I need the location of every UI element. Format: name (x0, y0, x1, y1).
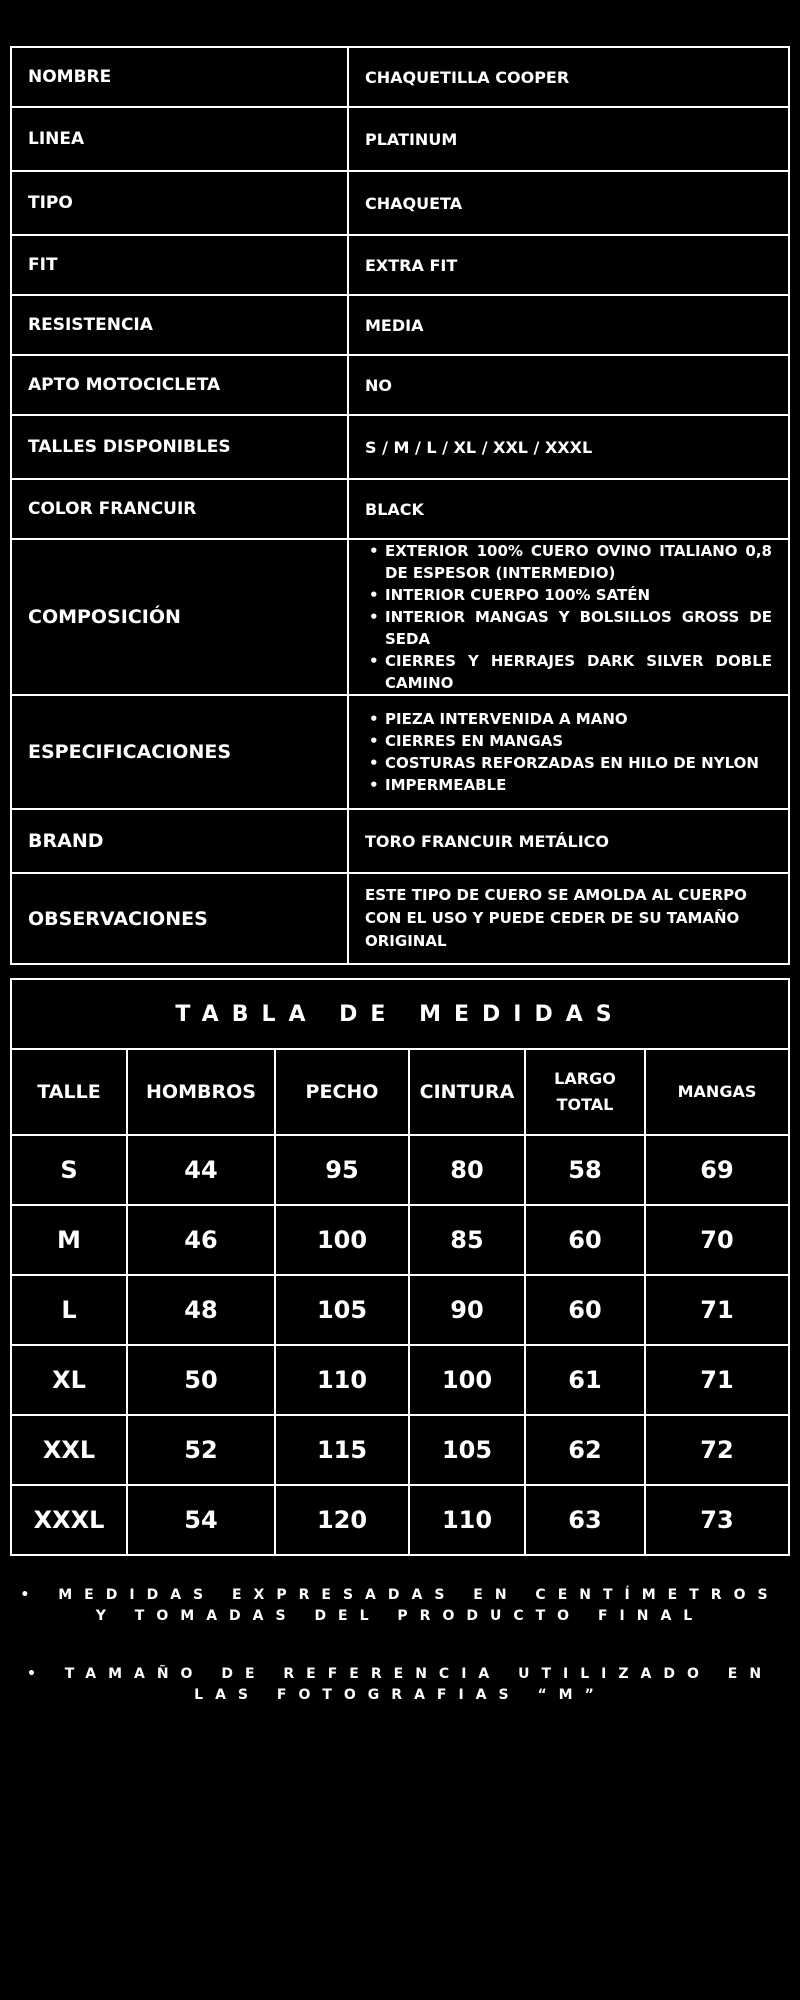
list-item: • CIERRES Y HERRAJES DARK SILVER DOBLE CAMINO (369, 650, 772, 694)
spec-row-linea (11, 107, 789, 171)
measure-cell: 44 (127, 1135, 275, 1205)
spec-value-list (348, 539, 789, 695)
column-header: CINTURA (409, 1049, 525, 1135)
spec-value: CHAQUETA (348, 171, 789, 235)
measure-cell: 60 (525, 1205, 645, 1275)
spec-key: APTO MOTOCICLETA (11, 355, 348, 415)
size-table-title-row (11, 979, 789, 1049)
list-item: • EXTERIOR 100% CUERO OVINO ITALIANO 0,8 DE ESPESOR (INTERMEDIO) (369, 540, 772, 584)
measure-cell: 85 (409, 1205, 525, 1275)
spec-row-especificaciones (11, 695, 789, 809)
size-cell: L (11, 1275, 127, 1345)
spec-value: BLACK (348, 479, 789, 539)
size-table-title: TABLA DE MEDIDAS (11, 979, 789, 1049)
list-item: • IMPERMEABLE (369, 774, 772, 796)
spec-row-apto-motocicleta (11, 355, 789, 415)
product-spec-table (10, 46, 790, 965)
table-row (11, 1135, 789, 1205)
measure-cell: 46 (127, 1205, 275, 1275)
composition-list (365, 540, 772, 694)
size-chart-table (10, 978, 790, 1556)
spec-value: TORO FRANCUIR METÁLICO (348, 809, 789, 873)
measure-cell: 63 (525, 1485, 645, 1555)
table-row (11, 1205, 789, 1275)
measure-cell: 52 (127, 1415, 275, 1485)
measure-cell: 80 (409, 1135, 525, 1205)
spec-row-nombre (11, 47, 789, 107)
spec-value-list (348, 695, 789, 809)
spec-row-resistencia (11, 295, 789, 355)
spec-key: TALLES DISPONIBLES (11, 415, 348, 479)
spec-key: TIPO (11, 171, 348, 235)
measure-cell: 72 (645, 1415, 789, 1485)
spec-value: S / M / L / XL / XXL / XXXL (348, 415, 789, 479)
measure-cell: 105 (275, 1275, 409, 1345)
table-row (11, 1345, 789, 1415)
spec-value: EXTRA FIT (348, 235, 789, 295)
measure-cell: 60 (525, 1275, 645, 1345)
list-item: • INTERIOR CUERPO 100% SATÉN (369, 584, 772, 606)
measure-cell: 100 (409, 1345, 525, 1415)
measure-cell: 71 (645, 1275, 789, 1345)
table-row (11, 1415, 789, 1485)
spec-row-observaciones (11, 873, 789, 964)
spec-key: COLOR FRANCUIR (11, 479, 348, 539)
spec-row-tipo (11, 171, 789, 235)
spec-key: BRAND (11, 809, 348, 873)
size-cell: XL (11, 1345, 127, 1415)
list-item: • PIEZA INTERVENIDA A MANO (369, 708, 772, 730)
column-header: TALLE (11, 1049, 127, 1135)
size-cell: XXL (11, 1415, 127, 1485)
measurement-note: • MEDIDAS EXPRESADAS EN CENTÍMETROS Y TOMADAS DEL PRODUCTO FINAL (20, 1587, 780, 1624)
spec-value: NO (348, 355, 789, 415)
size-cell: XXXL (11, 1485, 127, 1555)
spec-value: ESTE TIPO DE CUERO SE AMOLDA AL CUERPO CON EL USO Y PUEDE CEDER DE SU TAMAÑO ORIGINAL (348, 873, 789, 964)
column-header: MANGAS (645, 1049, 789, 1135)
spec-key: NOMBRE (11, 47, 348, 107)
measure-cell: 90 (409, 1275, 525, 1345)
measure-cell: 71 (645, 1345, 789, 1415)
measure-cell: 110 (275, 1345, 409, 1415)
spec-key: RESISTENCIA (11, 295, 348, 355)
spec-value: MEDIA (348, 295, 789, 355)
spec-key: FIT (11, 235, 348, 295)
measure-cell: 61 (525, 1345, 645, 1415)
spec-row-brand (11, 809, 789, 873)
column-header-label: LARGO TOTAL (554, 1069, 616, 1114)
measure-cell: 48 (127, 1275, 275, 1345)
measure-cell: 105 (409, 1415, 525, 1485)
measure-cell: 73 (645, 1485, 789, 1555)
measure-cell: 54 (127, 1485, 275, 1555)
spec-value: PLATINUM (348, 107, 789, 171)
reference-size-note: • TAMAÑO DE REFERENCIA UTILIZADO EN LAS FOTOGRAFIAS “M” (26, 1666, 774, 1703)
measure-cell: 69 (645, 1135, 789, 1205)
spec-row-fit (11, 235, 789, 295)
column-header: PECHO (275, 1049, 409, 1135)
spec-value: CHAQUETILLA COOPER (348, 47, 789, 107)
spec-key: LINEA (11, 107, 348, 171)
measure-cell: 120 (275, 1485, 409, 1555)
spec-key: OBSERVACIONES (11, 873, 348, 964)
column-header: HOMBROS (127, 1049, 275, 1135)
measure-cell: 115 (275, 1415, 409, 1485)
table-row (11, 1275, 789, 1345)
column-header (525, 1049, 645, 1135)
measure-cell: 95 (275, 1135, 409, 1205)
list-item: • INTERIOR MANGAS Y BOLSILLOS GROSS DE SEDA (369, 606, 772, 650)
spec-row-color (11, 479, 789, 539)
spec-row-composicion (11, 539, 789, 695)
measure-cell: 58 (525, 1135, 645, 1205)
spec-key: COMPOSICIÓN (11, 539, 348, 695)
size-cell: S (11, 1135, 127, 1205)
spec-key: ESPECIFICACIONES (11, 695, 348, 809)
size-table-header-row (11, 1049, 789, 1135)
measure-cell: 50 (127, 1345, 275, 1415)
specifications-list (365, 708, 772, 796)
measure-cell: 110 (409, 1485, 525, 1555)
measure-cell: 62 (525, 1415, 645, 1485)
list-item: • COSTURAS REFORZADAS EN HILO DE NYLON (369, 752, 772, 774)
spec-row-talles (11, 415, 789, 479)
table-row (11, 1485, 789, 1555)
size-cell: M (11, 1205, 127, 1275)
list-item: • CIERRES EN MANGAS (369, 730, 772, 752)
measure-cell: 100 (275, 1205, 409, 1275)
measure-cell: 70 (645, 1205, 789, 1275)
